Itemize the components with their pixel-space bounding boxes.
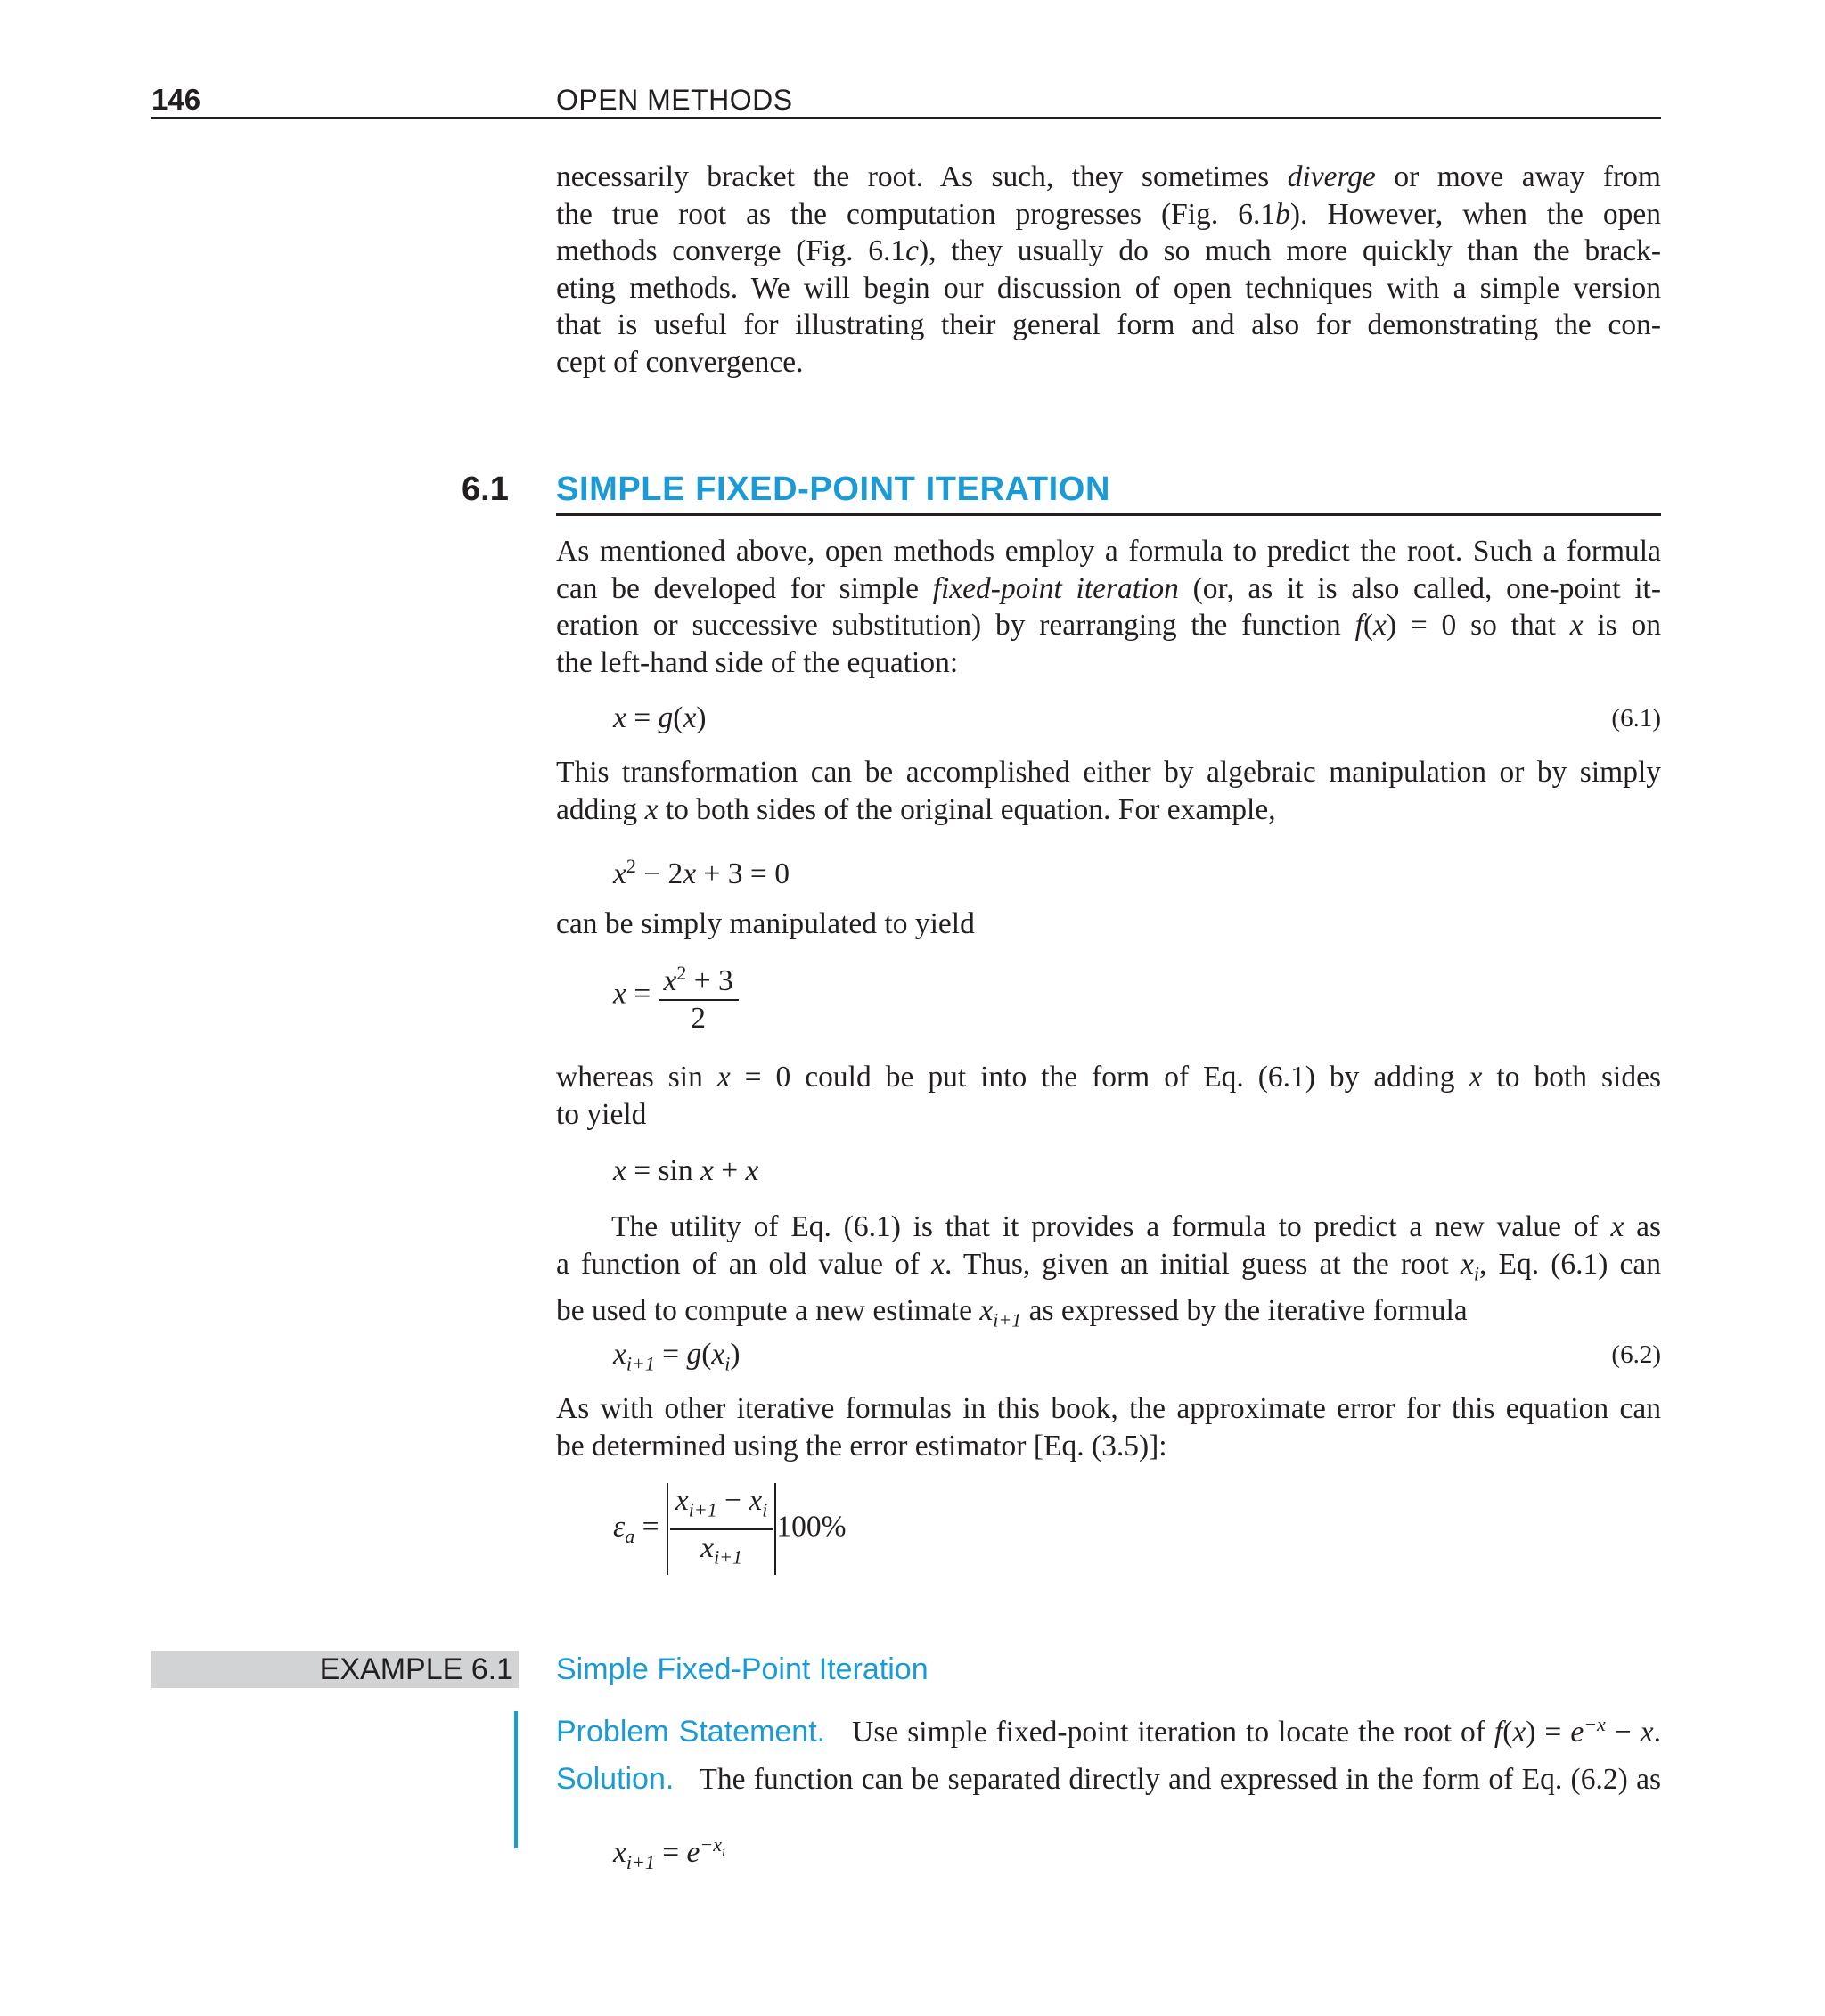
section-title: SIMPLE FIXED-POINT ITERATION [556, 471, 1110, 508]
text-line [556, 159, 1661, 196]
text-run: as expressed by the iterative formula [1021, 1293, 1468, 1327]
math-subscript: i+1 [626, 1850, 655, 1873]
example-side-rule [514, 1711, 518, 1848]
text-run: is on [1583, 609, 1661, 642]
math-var: g [658, 701, 674, 734]
fraction [659, 955, 739, 1037]
text-run: Use simple fixed-point iteration to locate the root of [852, 1716, 1494, 1750]
fraction-numerator [670, 1483, 773, 1528]
text-run: ). However, when the open [1289, 197, 1661, 231]
problem-statement [556, 1706, 1661, 1751]
math-paren: ( [1502, 1716, 1513, 1750]
paragraph [556, 1390, 1661, 1464]
fraction-denominator [670, 1528, 773, 1576]
text-line [556, 570, 1661, 608]
equation-6-2 [613, 1337, 741, 1382]
text-run: or move away from [1375, 160, 1661, 193]
math-op: = [634, 1510, 667, 1544]
text-line [556, 1209, 1661, 1246]
text-line [556, 196, 1661, 234]
text-run: . [1653, 1716, 1661, 1750]
math-var: x [613, 1154, 626, 1187]
emphasis: fixed-point iteration [932, 571, 1179, 605]
example-title: Simple Fixed-Point Iteration [556, 1652, 929, 1686]
math-op: − [1605, 1716, 1641, 1750]
text-run: can be developed for simple [556, 571, 933, 605]
text-line [556, 1292, 1661, 1339]
math-exponent: −x [1584, 1713, 1606, 1735]
math-op: = [654, 1836, 687, 1870]
math-var: x [1640, 1716, 1654, 1750]
text-run: necessarily bracket the root. As such, they sometimes [556, 160, 1288, 193]
math-subscript: i [762, 1498, 768, 1521]
math-var: x [1569, 609, 1584, 642]
math-paren: ) [730, 1338, 741, 1371]
equation-example [613, 1827, 725, 1881]
equation-error-estimator [613, 1483, 847, 1575]
text-line [556, 1246, 1661, 1292]
section-number: 6.1 [462, 471, 509, 508]
text-run: = 0 could be put into the form of Eq. (6.1) by adding [730, 1061, 1469, 1094]
fraction-numerator [659, 955, 739, 999]
math-var: x [663, 964, 677, 998]
math-subscript: i+1 [626, 1352, 655, 1375]
equation-number: (6.2) [1611, 1340, 1661, 1369]
intro-paragraph [556, 159, 1661, 381]
header-rule [151, 117, 1661, 119]
math-subscript: i+1 [993, 1308, 1022, 1332]
math-var: e [686, 1836, 700, 1870]
math-var: x [613, 857, 626, 891]
math-var: x [979, 1293, 994, 1327]
math-var: x [613, 1836, 626, 1870]
math-var: x [1512, 1716, 1526, 1750]
emphasis: c [905, 234, 919, 267]
text-run: (or, as it is also called, one-point it- [1178, 571, 1661, 605]
math-var: e [1570, 1716, 1584, 1750]
text-run: whereas sin [556, 1061, 717, 1094]
example-label: EXAMPLE 6.1 [319, 1652, 513, 1686]
text-run: to both sides [1482, 1061, 1661, 1094]
text-run: . Thus, given an initial guess at the root [945, 1247, 1461, 1281]
math-exponent: 2 [676, 962, 687, 984]
text-line: the left-hand side of the equation: [556, 645, 959, 679]
math-subscript: i [1473, 1262, 1479, 1285]
math-var: f [1494, 1716, 1503, 1750]
math-subscript: i+1 [688, 1498, 717, 1521]
math-op: + [713, 1154, 746, 1187]
math-term: + 3 [686, 964, 733, 998]
math-term: − 2 [635, 857, 683, 891]
math-var: x [644, 792, 659, 826]
math-var: g [686, 1338, 702, 1371]
text-line [556, 1706, 1661, 1751]
math-op: = [626, 701, 659, 734]
text-run: adding [556, 792, 645, 826]
text-run: be used to compute a new estimate [556, 1293, 980, 1327]
equation-rearranged [613, 955, 739, 1037]
text-run: methods converge (Fig. 6.1 [556, 234, 906, 267]
text-run: , Eq. (6.1) can [1479, 1247, 1662, 1281]
text-line: As mentioned above, open methods employ a formula to predict the root. Such a formula [556, 535, 1661, 568]
text-run: to both sides of the original equation. For example, [658, 792, 1276, 826]
page-number: 146 [151, 83, 201, 116]
math-var: x [749, 1484, 763, 1517]
paragraph [556, 533, 1661, 681]
math-var: x [700, 1530, 715, 1564]
equation-6-1 [613, 701, 706, 736]
text-run: The function can be separated directly and expressed in the form of Eq. (6.2) as [699, 1763, 1662, 1796]
math-var: x [700, 1154, 714, 1187]
text-line: As with other iterative formulas in this book, the approximate error for this equation can [556, 1392, 1661, 1425]
math-term: = sin [626, 1154, 700, 1187]
text-line: This transformation can be accomplished either by algebraic manipulation or by simply [556, 756, 1661, 789]
math-var: ε [613, 1510, 626, 1544]
running-head-title: OPEN METHODS [556, 84, 793, 116]
text-run: as [1624, 1210, 1661, 1243]
math-exponent: 2 [626, 855, 636, 877]
text-line: cept of convergence. [556, 345, 804, 379]
text-run: The utility of Eq. (6.1) is that it provides a formula to predict a new value of [611, 1210, 1611, 1243]
math-paren: ( [673, 701, 683, 734]
text-run: ( [1363, 609, 1374, 642]
math-term: 100% [776, 1510, 847, 1544]
math-subscript: i+1 [714, 1545, 743, 1569]
text-run: ), they usually do so much more quickly than the brack- [919, 234, 1661, 267]
math-var: x [1469, 1061, 1483, 1094]
problem-statement-heading: Problem Statement. [556, 1715, 826, 1750]
paragraph [556, 754, 1661, 828]
math-var: x [931, 1247, 945, 1281]
text-run: ) = [1526, 1716, 1571, 1750]
fraction-denominator: 2 [659, 999, 739, 1037]
math-var: x [1373, 609, 1387, 642]
section-rule [556, 513, 1661, 516]
text-line: that is useful for illustrating their general form and also for demonstrating the con- [556, 308, 1661, 341]
paragraph [556, 1059, 1661, 1133]
math-var: x [711, 1338, 725, 1371]
text-line: eting methods. We will begin our discussion of open techniques with a simple version [556, 271, 1661, 305]
text-line: be determined using the error estimator [Eq. (3.5)]: [556, 1429, 1167, 1463]
text-line [556, 791, 1661, 829]
math-op: = [626, 977, 659, 1011]
text-run: eration or successive substitution) by rearranging the function [556, 609, 1355, 642]
math-subscript: a [625, 1525, 635, 1548]
text-line [556, 607, 1661, 644]
text-run: the true root as the computation progresses (Fig. 6.1 [556, 197, 1276, 231]
math-subscript: i [722, 1845, 726, 1860]
math-var: x [675, 1484, 689, 1517]
equation-quadratic [613, 848, 790, 892]
math-subscript: i [724, 1352, 731, 1375]
math-var: x [613, 1338, 626, 1371]
math-var: x [1610, 1210, 1624, 1243]
text-line [556, 1761, 1661, 1799]
math-op: = [654, 1338, 687, 1371]
emphasis: diverge [1287, 160, 1376, 193]
paragraph [556, 1209, 1661, 1339]
math-var: x [716, 1061, 731, 1094]
text-line: to yield [556, 1097, 647, 1131]
math-paren: ) [696, 701, 707, 734]
emphasis: b [1275, 197, 1290, 231]
math-var: f [1354, 609, 1363, 642]
math-var: x [683, 857, 697, 891]
equation-sin [613, 1153, 758, 1189]
paragraph [556, 906, 1661, 943]
math-var: x [613, 701, 626, 734]
math-var: x [1461, 1247, 1474, 1281]
text-line: can be simply manipulated to yield [556, 907, 975, 940]
text-line [556, 233, 1661, 270]
equation-number: (6.1) [1611, 704, 1661, 733]
solution [556, 1761, 1661, 1799]
math-var: x [683, 701, 697, 734]
math-term: + 3 = 0 [696, 857, 790, 891]
text-run: ) = 0 so that [1386, 609, 1570, 642]
text-line [556, 1059, 1661, 1096]
math-exponent: −x [700, 1833, 722, 1856]
absolute-value [667, 1483, 777, 1575]
math-var: x [613, 977, 626, 1011]
solution-heading: Solution. [556, 1762, 675, 1796]
math-paren: ( [701, 1338, 712, 1371]
math-var: x [745, 1154, 759, 1187]
text-run: a function of an old value of [556, 1247, 932, 1281]
fraction [670, 1483, 773, 1575]
math-op: − [716, 1484, 749, 1517]
